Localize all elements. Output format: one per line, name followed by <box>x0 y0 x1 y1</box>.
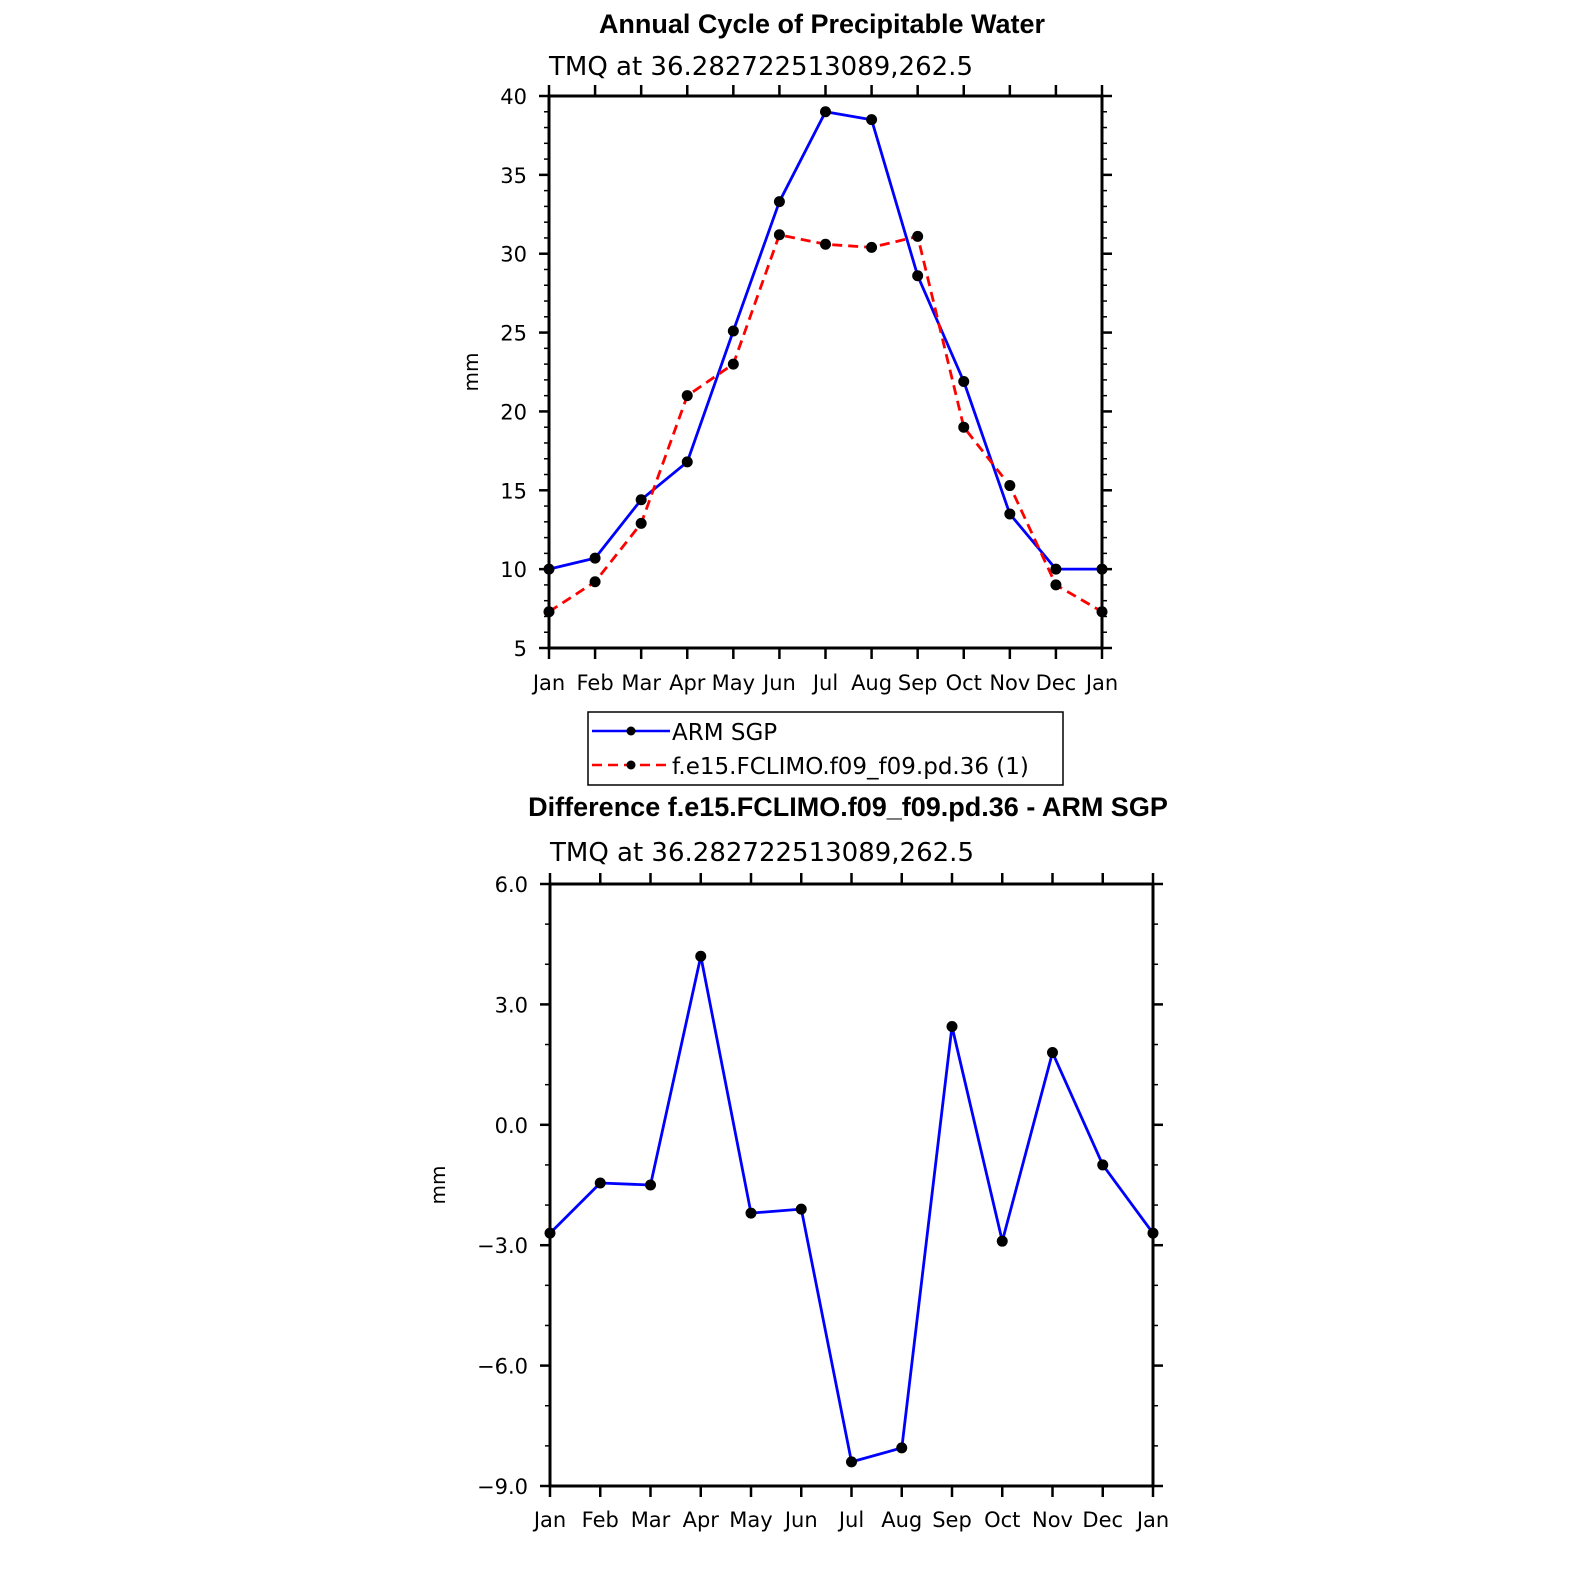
series-0-point <box>1097 564 1108 575</box>
chart1-y-axis-label: mm <box>459 352 483 392</box>
chart1-title: Annual Cycle of Precipitable Water <box>598 9 1046 39</box>
x-tick-label: Oct <box>984 1508 1021 1532</box>
series-1-point <box>1050 579 1061 590</box>
series-1-point <box>1004 480 1015 491</box>
series-0-point <box>595 1177 606 1188</box>
x-tick-label: Sep <box>932 1508 972 1532</box>
series-0-point <box>947 1021 958 1032</box>
series-0-point <box>896 1442 907 1453</box>
series-0-point <box>1004 508 1015 519</box>
chart2-subtitle: TMQ at 36.282722513089,262.5 <box>550 838 974 868</box>
x-tick-label: May <box>729 1508 773 1532</box>
x-tick-label: Jan <box>533 1508 567 1532</box>
series-1-point <box>636 518 647 529</box>
x-tick-label: Nov <box>989 671 1031 695</box>
y-tick-label: 10 <box>500 558 527 583</box>
y-tick-label: 0.0 <box>494 1113 528 1138</box>
series-0-point <box>958 376 969 387</box>
y-tick-label: 25 <box>500 321 527 346</box>
x-tick-label: Apr <box>669 671 706 695</box>
chart2-title: Difference f.e15.FCLIMO.f09_f09.pd.36 - ARM SGP <box>528 792 1168 822</box>
x-tick-label: Oct <box>945 671 982 695</box>
x-tick-label: Jan <box>532 671 566 695</box>
series-1-point <box>774 229 785 240</box>
series-1-point <box>820 239 831 250</box>
y-tick-label: 40 <box>500 85 527 109</box>
x-tick-label: Sep <box>897 671 938 695</box>
series-line-0 <box>549 112 1102 569</box>
series-0-point <box>1148 1228 1159 1239</box>
y-tick-label: 3.0 <box>494 993 528 1018</box>
chart1-subtitle: TMQ at 36.282722513089,262.5 <box>549 52 973 82</box>
chart1-plot-frame <box>549 96 1102 648</box>
chart2-y-axis-label: mm <box>426 1165 450 1205</box>
x-tick-label: Jul <box>812 671 839 695</box>
y-tick-label: 15 <box>500 479 527 504</box>
x-tick-label: Jul <box>838 1508 865 1532</box>
y-tick-label: −6.0 <box>477 1354 528 1379</box>
series-0-point <box>1097 1159 1108 1170</box>
y-tick-label: 5 <box>513 637 527 661</box>
legend-marker-arm-sgp <box>627 727 636 736</box>
series-line-0 <box>550 956 1153 1462</box>
x-tick-label: Dec <box>1082 1508 1124 1532</box>
x-tick-label: Feb <box>581 1508 619 1532</box>
series-1-point <box>912 231 923 242</box>
series-0-point <box>796 1204 807 1215</box>
series-0-point <box>695 951 706 962</box>
x-tick-label: Feb <box>576 671 614 695</box>
series-1-point <box>1097 606 1108 617</box>
x-tick-label: May <box>711 671 756 695</box>
series-0-point <box>645 1180 656 1191</box>
x-tick-label: Jan <box>1136 1508 1170 1532</box>
legend-label-model: f.e15.FCLIMO.f09_f09.pd.36 (1) <box>672 754 1029 780</box>
x-tick-label: Apr <box>682 1508 719 1532</box>
series-0-point <box>912 270 923 281</box>
x-tick-label: Mar <box>630 1508 671 1532</box>
series-1-point <box>958 422 969 433</box>
series-0-point <box>682 456 693 467</box>
x-tick-label: Dec <box>1035 671 1077 695</box>
y-tick-label: 6.0 <box>494 873 528 897</box>
series-0-point <box>545 1228 556 1239</box>
y-tick-label: 20 <box>500 400 527 425</box>
y-tick-label: −3.0 <box>477 1234 528 1259</box>
annual-cycle-chart <box>459 9 1118 695</box>
difference-chart <box>426 792 1169 1532</box>
series-0-point <box>820 106 831 117</box>
series-0-point <box>866 114 877 125</box>
series-0-point <box>1050 564 1061 575</box>
y-tick-label: 35 <box>500 163 527 188</box>
x-tick-label: Jan <box>1085 671 1119 695</box>
series-0-point <box>1047 1047 1058 1058</box>
x-tick-label: Jun <box>784 1508 818 1532</box>
chart1-legend <box>588 712 1063 785</box>
series-0-point <box>997 1236 1008 1247</box>
series-0-point <box>544 564 555 575</box>
series-1-point <box>866 242 877 253</box>
series-1-point <box>544 606 555 617</box>
x-tick-label: Aug <box>881 1508 923 1532</box>
x-tick-label: Nov <box>1032 1508 1073 1532</box>
legend-marker-model <box>627 761 636 770</box>
y-tick-label: 30 <box>500 242 527 267</box>
series-0-point <box>728 325 739 336</box>
x-tick-label: Mar <box>621 671 661 695</box>
series-0-point <box>636 494 647 505</box>
series-1-point <box>590 576 601 587</box>
series-0-point <box>746 1208 757 1219</box>
series-0-point <box>774 196 785 207</box>
y-tick-label: −9.0 <box>477 1475 528 1499</box>
series-0-point <box>846 1456 857 1467</box>
series-1-point <box>728 359 739 370</box>
series-line-1 <box>549 235 1102 612</box>
series-1-point <box>682 390 693 401</box>
x-tick-label: Aug <box>851 671 893 695</box>
x-tick-label: Jun <box>763 671 796 695</box>
series-0-point <box>590 553 601 564</box>
legend-label-arm-sgp: ARM SGP <box>672 720 778 746</box>
